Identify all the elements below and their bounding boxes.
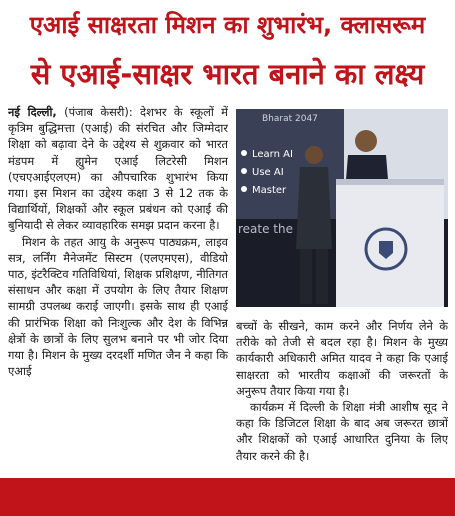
event-photo-illustration [236,109,448,307]
article-photo [236,109,448,307]
article-column-right [236,318,448,476]
photo-banner-bottom: reate the [238,222,294,236]
headline-line-1: एआई साक्षरता मिशन का शुभारंभ, क्लासरूम [29,11,426,39]
article-column-left [8,104,228,476]
photo-item-learn: Learn AI [252,149,293,160]
podium [336,179,444,307]
article-paragraph-1 [8,104,228,234]
article-paragraph-3: बच्चों के सीखने, काम करने और निर्णय लेने के तरीके को तेजी से बदल रहा है। मिशन के मुख्य कार्यकारी अधिकारी अमित यादव ने कहा कि एआई साक्षरता को भारतीय कक्षाओं की जरूरतों के अनुरूप तैयार किया गया है। [236,319,448,398]
dateline: नई दिल्ली, [8,105,57,119]
photo-item-master: Master [252,185,287,196]
headline-line-2: से एआई-साक्षर भारत बनाने का लक्ष्य [30,57,425,91]
article-paragraph-2: मिशन के तहत आयु के अनुरूप पाठ्यक्रम, लाइव सत्र, लर्निंग मैनेजमेंट सिस्टम (एलएमएस), वीडियो पाठ, इंटरैक्टिव गतिविधियां, शिक्षक प्रशिक्षण, नीतिगत संसाधन और कक्षा में उपयोग के लिए तैयार शिक्षण सामग्री उपलब्ध कराई जाएगी। इसके साथ ही एआई की प्रारंभिक शिक्षा को निःशुल्क और देश के विभिन्न क्षेत्रों के छात्रों के लिए सुलभ बनाने पर भी जोर दिया गया है। मिशन के मुख्य दरदर्शी मणित जैन ने कहा कि एआई [8,234,228,379]
footer-bar [0,478,455,516]
photo-item-use: Use AI [252,167,284,178]
paragraph-1-text: (पंजाब केसरी): देशभर के स्कूलों में कृत्रिम बुद्धिमत्ता (एआई) की संरचित और जिम्मेदार शिक्षा को बढ़ावा देने के उद्देश्य से शुक्रवार को भारत मंडपम में ह्युमेन एआई लिटरेसी मिशन (एचएआईएलएम) का औपचारिक शुभारंभ किया गया। इस मिशन का उद्देश्य कक्षा 3 से 12 तक के विद्यार्थियों, शिक्षकों और स्कूल प्रबंधन को एआई की बुनियादी से लेकर व्यावहारिक समझ प्रदान करना है। [8,105,228,233]
photo-banner-top: Bharat 2047 [262,114,318,124]
article-paragraph-4: कार्यक्रम में दिल्ली के शिक्षा मंत्री आशीष सूद ने कहा कि डिजिटल शिक्षा के बाद अब जरूरत छात्रों और शिक्षकों को एआई आधारित दुनिया के लिए तैयार करने की है। [236,400,448,463]
